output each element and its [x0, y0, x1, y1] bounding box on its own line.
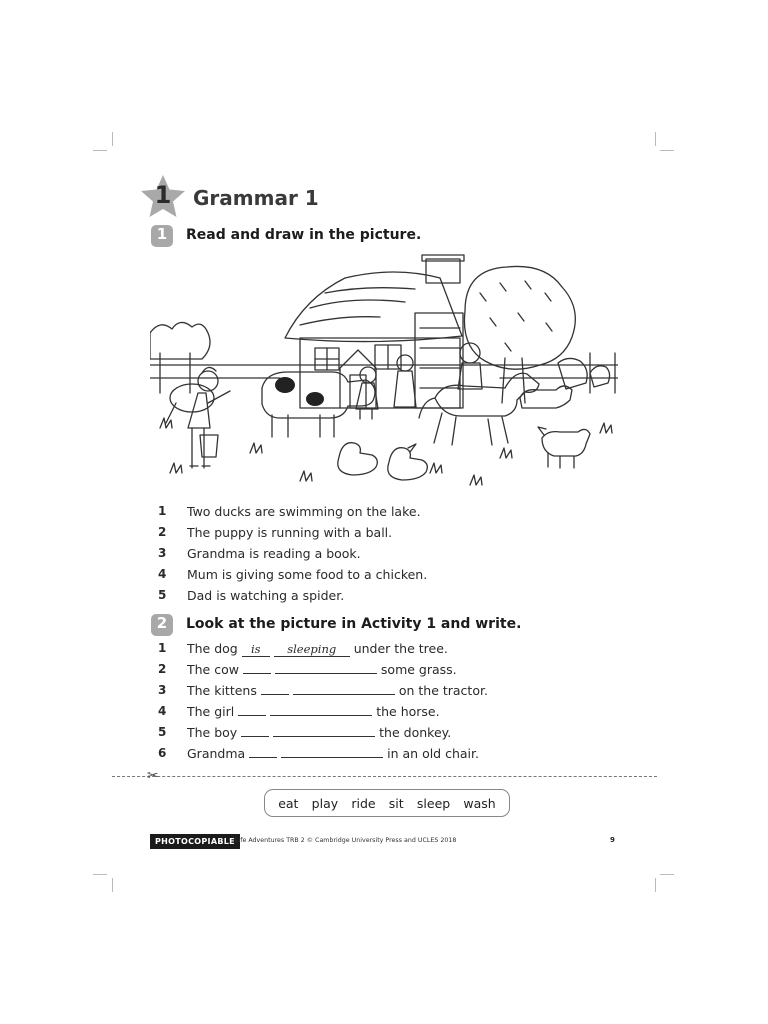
word-box-item: play: [311, 795, 339, 811]
photocopiable-badge: PHOTOCOPIABLE: [150, 834, 240, 849]
answer-blank-aux[interactable]: [261, 680, 289, 695]
page-number: 9: [610, 836, 615, 844]
word-box-item: ride: [351, 795, 376, 811]
crop-mark: [93, 874, 107, 875]
answer-blank-verb[interactable]: [270, 701, 372, 716]
bucket: [200, 435, 218, 457]
answer-blank-aux[interactable]: [249, 743, 277, 758]
copyright-credit: Life Adventures TRB 2 © Cambridge University Press and UCLES 2018: [235, 837, 457, 844]
activity-1-badge: 1: [151, 225, 173, 247]
crop-mark: [660, 150, 674, 151]
cut-line: [112, 776, 657, 777]
answer-blank-aux[interactable]: [238, 701, 266, 716]
answer-blank-verb[interactable]: sleeping: [274, 642, 350, 657]
word-box-item: eat: [278, 795, 299, 811]
crop-mark: [655, 878, 656, 892]
animal-left: [170, 384, 214, 412]
farm-scene-illustration: [150, 253, 618, 488]
unit-star: [140, 174, 186, 220]
answer-blank-verb[interactable]: [273, 722, 375, 737]
horse-legs: [434, 413, 508, 445]
girl-legs: [192, 428, 204, 468]
crop-mark: [112, 132, 113, 146]
scissors-icon: ✂: [147, 768, 159, 784]
crop-mark: [93, 150, 107, 151]
answer-blank-aux[interactable]: [241, 722, 269, 737]
word-box-item: sleep: [416, 795, 451, 811]
word-box: [264, 789, 510, 817]
answer-blank-aux[interactable]: [243, 659, 271, 674]
chimney: [426, 259, 460, 283]
activity-2-instruction: Look at the picture in Activity 1 and write.: [186, 616, 522, 632]
duck: [338, 443, 378, 475]
crop-mark: [112, 878, 113, 892]
answer-blank-verb[interactable]: [281, 743, 383, 758]
tree-canopy: [464, 266, 575, 369]
answer-blank-verb[interactable]: [293, 680, 395, 695]
activity-1-instruction: Read and draw in the picture.: [186, 227, 422, 243]
word-box-item: sit: [388, 795, 404, 811]
answer-blank-aux[interactable]: is: [242, 642, 270, 657]
crop-mark: [655, 132, 656, 146]
activity-2-badge: 2: [151, 614, 173, 636]
duck: [388, 448, 428, 480]
crop-mark: [660, 874, 674, 875]
answer-blank-verb[interactable]: [275, 659, 377, 674]
word-box-item: wash: [463, 795, 496, 811]
unit-number: 1: [154, 181, 172, 209]
girl-body: [188, 393, 210, 428]
puppy-body: [542, 429, 590, 456]
page-title: Grammar 1: [193, 186, 319, 210]
